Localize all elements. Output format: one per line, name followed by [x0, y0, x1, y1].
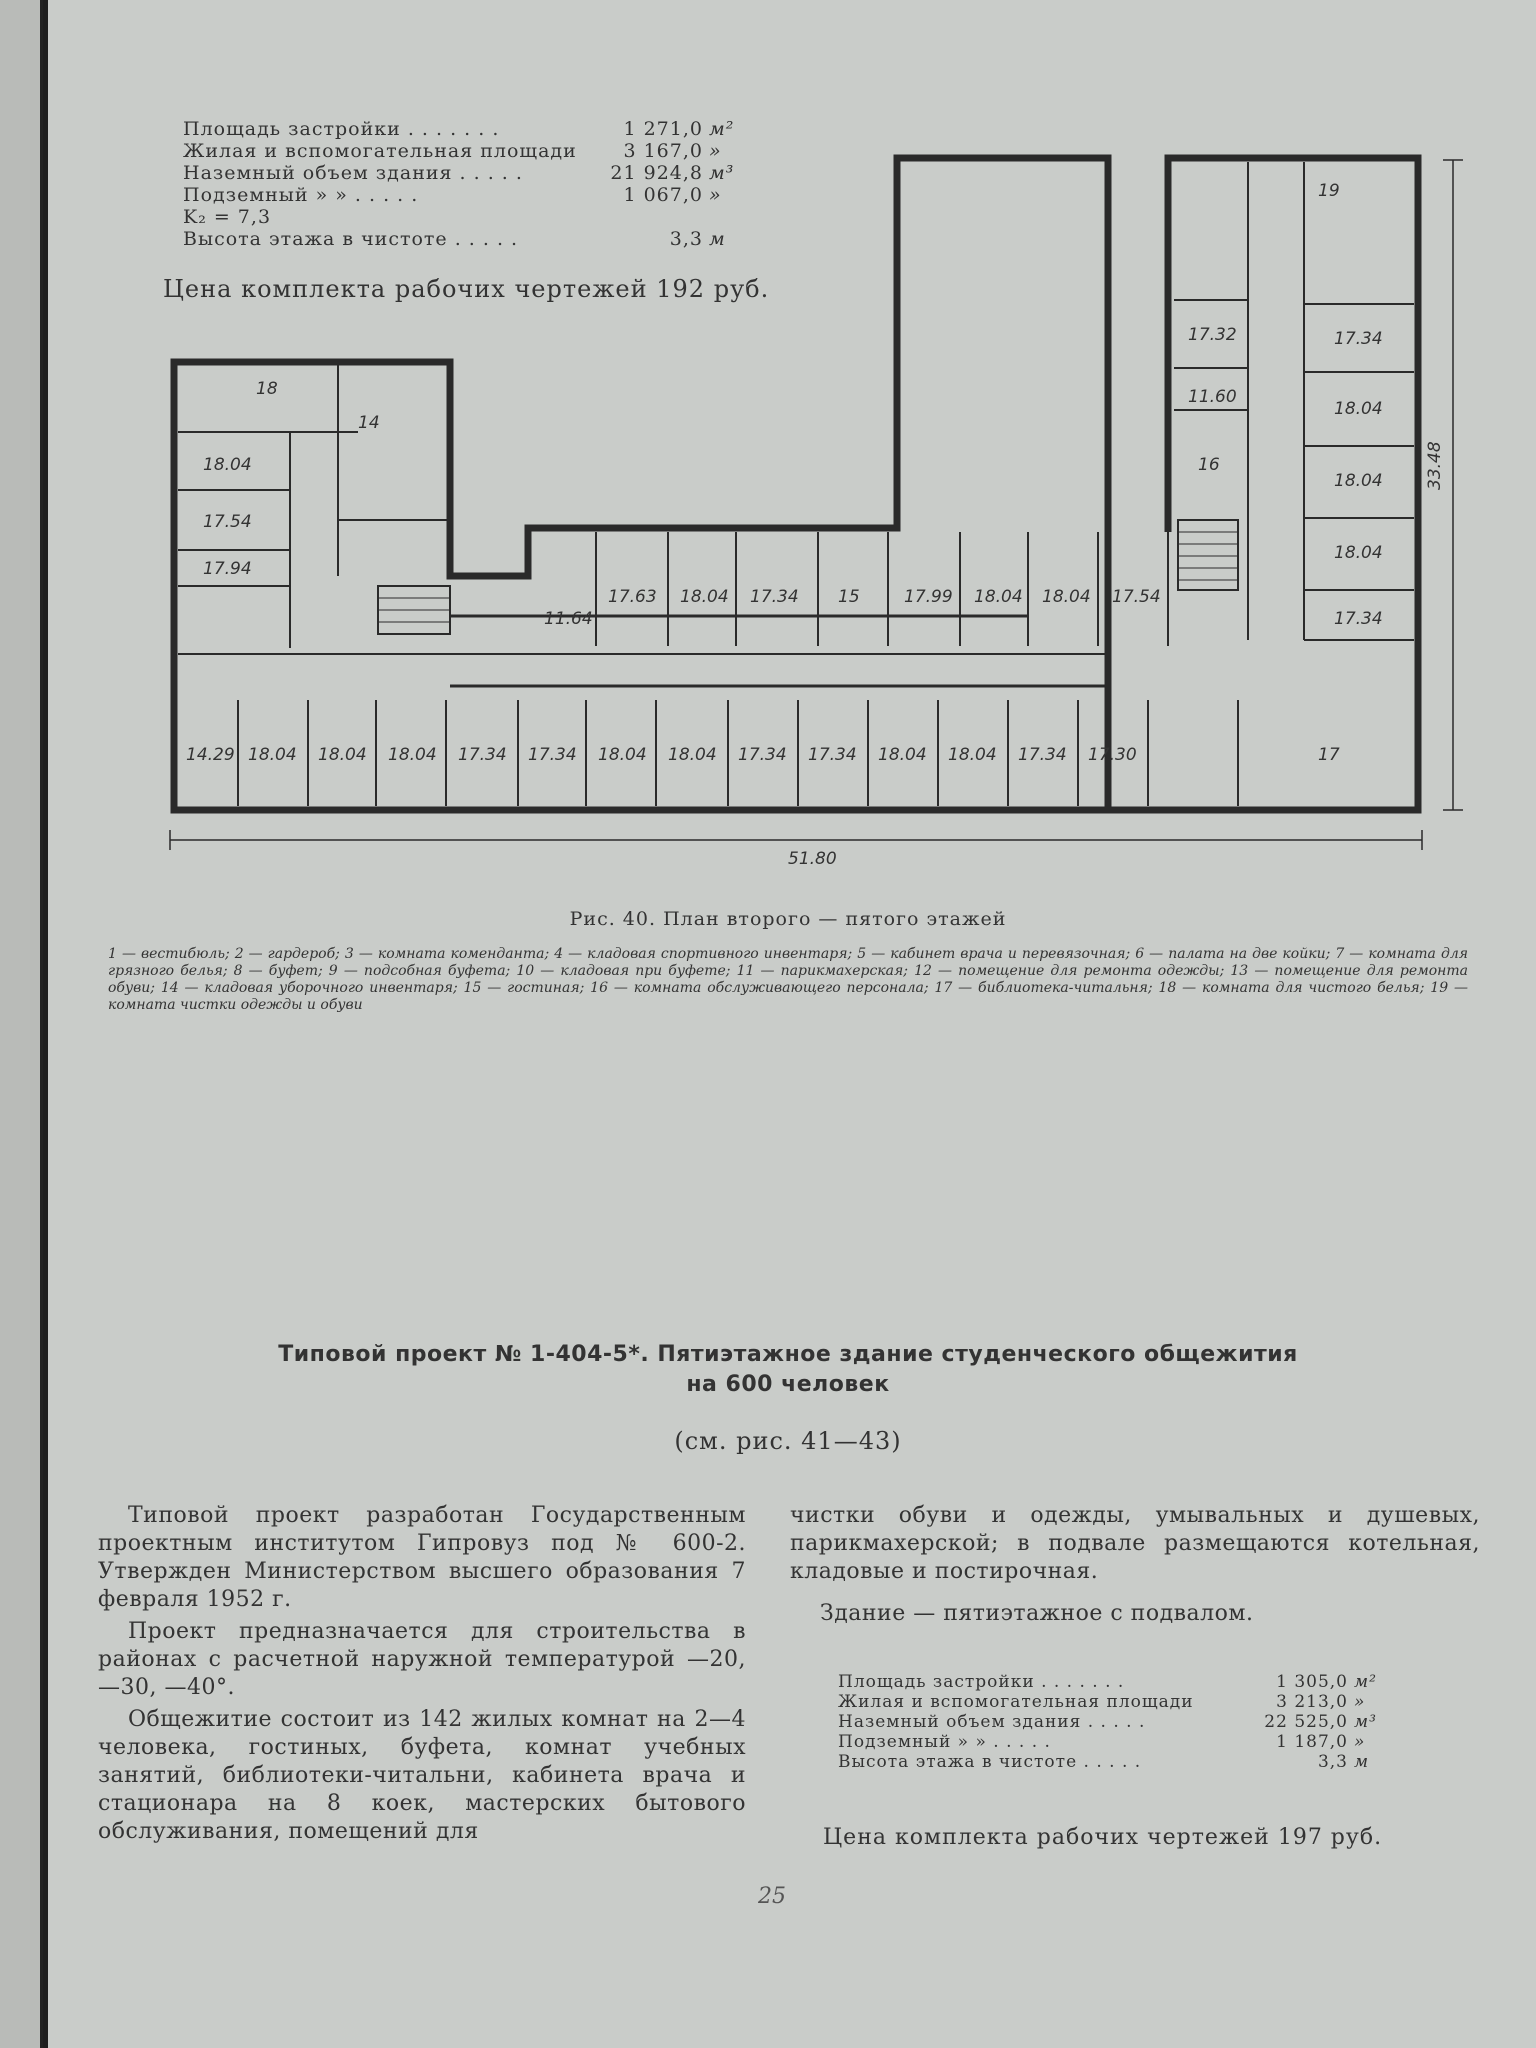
- room-label: 16: [1198, 455, 1220, 475]
- project-title-line2: на 600 человек: [686, 1372, 890, 1397]
- summary-line: Здание — пятиэтажное с подвалом.: [820, 1601, 1254, 1626]
- spec-label: Площадь застройки . . . . . . .: [838, 1672, 1125, 1692]
- room-label: 17.34: [1018, 745, 1067, 765]
- room-label: 17.54: [203, 512, 252, 532]
- room-label: 17.34: [1334, 329, 1383, 349]
- room-label: 14.29: [186, 745, 235, 765]
- room-label: 17.99: [904, 587, 953, 607]
- spec-unit: »: [1354, 1732, 1366, 1752]
- spec-label: Наземный объем здания . . . . .: [838, 1712, 1146, 1732]
- room-label: 18.04: [1042, 587, 1091, 607]
- room-label: 17.32: [1188, 325, 1237, 345]
- spec-value: 21 924,8: [610, 162, 703, 184]
- adjacent-page-edge: [0, 0, 43, 2048]
- spec-value: 1 305,0: [1276, 1672, 1348, 1692]
- paragraph: Типовой проект разработан Государственным проектным институтом Гипровуз под № 600-2. Утвержден Министерством высшего образования 7 февраля 1952 г.: [98, 1503, 746, 1612]
- project-title-line1: Типовой проект № 1-404-5*. Пятиэтажное здание студенческого общежития: [278, 1342, 1298, 1367]
- spec-value: 1 271,0: [623, 118, 703, 140]
- room-label: 14: [358, 413, 380, 433]
- room-label: 18.04: [668, 745, 717, 765]
- spec-row: [838, 1712, 1384, 1732]
- room-label: 19: [1318, 181, 1340, 201]
- room-label: 17.54: [1112, 587, 1161, 607]
- room-label: 18.04: [318, 745, 367, 765]
- top-price: Цена комплекта рабочих чертежей 192 руб.: [163, 275, 770, 303]
- spec-unit: »: [1354, 1692, 1366, 1712]
- paragraph: Общежитие состоит из 142 жилых комнат на 2—4 человека, гостиных, буфета, комнат учебных занятий, библиотеки-читальни, кабинета врача и стационара на 8 коек, мастерских бытового обслуживания, помещений для: [98, 1707, 746, 1844]
- spec-unit: м³: [1354, 1712, 1377, 1732]
- spec-label: Наземный объем здания . . . . .: [183, 162, 523, 184]
- spec-label: K₂ = 7,3: [183, 206, 272, 228]
- spec-unit: »: [709, 184, 722, 206]
- spec-label: Высота этажа в чистоте . . . . .: [183, 228, 519, 250]
- room-label: 17.34: [750, 587, 799, 607]
- figure-caption: Рис. 40. План второго — пятого этажей: [569, 908, 1007, 930]
- page-number: 25: [758, 1884, 786, 1909]
- spec-unit: »: [709, 140, 722, 162]
- width-dimension: 51.80: [788, 849, 837, 869]
- spec-unit: м²: [709, 118, 735, 140]
- spec-value: 3 213,0: [1276, 1692, 1348, 1712]
- room-label: 17.63: [608, 587, 657, 607]
- room-label: 17.34: [528, 745, 577, 765]
- spec-unit: м: [709, 228, 726, 250]
- floor-plan: [108, 140, 1478, 880]
- figure-legend: 1 — вестибюль; 2 — гардероб; 3 — комната коменданта; 4 — кладовая спортивного инвентаря; 5 — кабинет врача и перевязочная; 6 — палата на две койки; 7 — комната для грязного белья; 8 — буфет; 9 — подсобная буфета; 10 — кладовая при буфете; 11 — парикмахерская; 12 — помещение для ремонта одежды; 13 — помещение для ремонта обуви; 14 — кладовая уборочного инвентаря; 15 — гостиная; 16 — комната обслуживающего персонала; 17 — библиотека-читальня; 18 — комната для чистого белья; 19 — комната чистки одежды и обуви: [108, 946, 1468, 1013]
- spec-row: [838, 1672, 1384, 1692]
- bottom-specs: [838, 1672, 1384, 1772]
- spec-value: 3 167,0: [623, 140, 703, 162]
- figure-reference: (см. рис. 41—43): [674, 1427, 902, 1455]
- room-label: 18.04: [1334, 471, 1383, 491]
- paragraph: Проект предназначается для строительства в районах с расчетной наружной температурой —20, —30, —40°.: [98, 1619, 746, 1700]
- spec-row: [838, 1732, 1384, 1752]
- spec-label: Подземный » » . . . . .: [183, 184, 419, 206]
- room-label: 18.04: [1334, 543, 1383, 563]
- spec-unit: м³: [709, 162, 735, 184]
- right-column: [790, 1502, 1480, 1632]
- room-label: 18: [256, 379, 278, 399]
- spec-row: [838, 1692, 1384, 1712]
- room-label: 11.64: [544, 609, 593, 629]
- spec-label: Жилая и вспомогательная площади: [838, 1692, 1194, 1712]
- bottom-price: Цена комплекта рабочих чертежей 197 руб.: [823, 1825, 1383, 1850]
- room-label: 11.60: [1188, 387, 1237, 407]
- spec-value: 22 525,0: [1264, 1712, 1348, 1732]
- spec-label: Площадь застройки . . . . . . .: [183, 118, 500, 140]
- room-label: 17.34: [738, 745, 787, 765]
- spec-row: [838, 1752, 1384, 1772]
- room-label: 17.34: [1334, 609, 1383, 629]
- spec-row: [183, 118, 739, 140]
- room-label: 18.04: [948, 745, 997, 765]
- room-label: 17.34: [808, 745, 857, 765]
- room-label: 18.04: [974, 587, 1023, 607]
- height-dimension: 33.48: [1425, 441, 1445, 490]
- room-label: 18.04: [1334, 399, 1383, 419]
- room-label: 17.34: [458, 745, 507, 765]
- spec-value: 3,3: [1317, 1752, 1348, 1772]
- room-label: 18.04: [248, 745, 297, 765]
- spec-value: 1 067,0: [623, 184, 703, 206]
- spec-label: Подземный » » . . . . .: [838, 1732, 1051, 1752]
- room-label: 18.04: [680, 587, 729, 607]
- paragraph: чистки обуви и одежды, умывальных и душевых, парикмахерской; в подвале размещаются котельная, кладовые и постирочная.: [790, 1503, 1480, 1584]
- spec-value: 3,3: [669, 228, 703, 250]
- spec-unit: м²: [1354, 1672, 1377, 1692]
- project-title: [108, 1340, 1468, 1400]
- spec-label: Жилая и вспомогательная площади: [183, 140, 577, 162]
- room-label: 17.94: [203, 559, 252, 579]
- room-label: 18.04: [598, 745, 647, 765]
- room-label: 18.04: [388, 745, 437, 765]
- room-label: 18.04: [203, 455, 252, 475]
- room-label: 15: [838, 587, 860, 607]
- left-column: [98, 1502, 746, 1850]
- book-page: [48, 0, 1536, 2048]
- room-label: 17.30: [1088, 745, 1137, 765]
- spec-unit: м: [1354, 1752, 1370, 1772]
- spec-value: 1 187,0: [1276, 1732, 1348, 1752]
- spec-label: Высота этажа в чистоте . . . . .: [838, 1752, 1142, 1772]
- room-label: 17: [1318, 745, 1340, 765]
- room-label: 18.04: [878, 745, 927, 765]
